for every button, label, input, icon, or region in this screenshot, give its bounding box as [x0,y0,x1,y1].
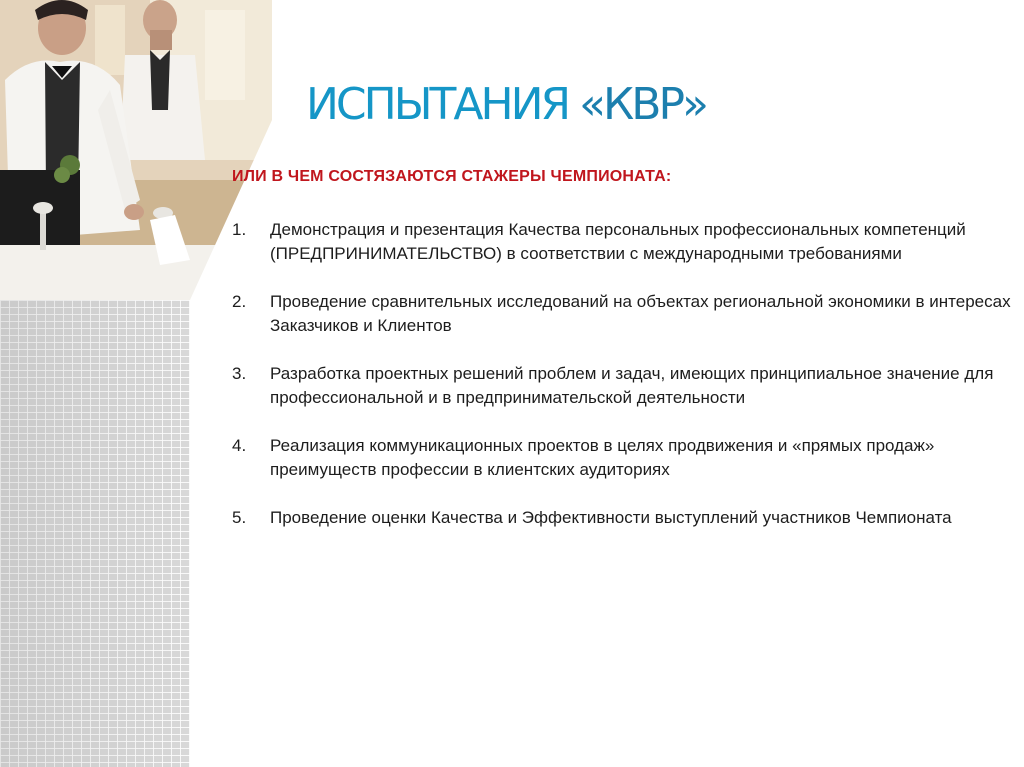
slide-title-part1: ИСПЫТАНИЯ [306,79,580,131]
list-item-text: Демонстрация и презентация Качества персональных профессиональных компетенций (ПРЕДПРИНИМАТЕЛЬСТВО) в соответствии с международными требованиями [270,220,966,263]
list-item-number: 1. [232,220,247,239]
list-item [232,290,1022,338]
list-item-number: 5. [232,508,247,527]
list-item-text: Проведение сравнительных исследований на объектах региональной экономики в интересах Заказчиков и Клиентов [270,292,1011,335]
list-item [232,362,1022,410]
list-item [232,434,1022,482]
list-item [232,218,1022,266]
list-item [232,506,1022,530]
competition-list [232,218,1022,554]
slide-title-part2: «КВР» [579,79,706,131]
list-item-text: Проведение оценки Качества и Эффективности выступлений участников Чемпионата [270,508,952,527]
grid-pattern-shade [0,300,190,767]
list-item-number: 3. [232,364,247,383]
list-item-text: Разработка проектных решений проблем и задач, имеющих принципиальное значение для профессиональной и в предпринимательской деятельности [270,364,994,407]
list-item-number: 2. [232,292,247,311]
list-item-number: 4. [232,436,247,455]
slide-subtitle: ИЛИ В ЧЕМ СОСТЯЗАЮТСЯ СТАЖЕРЫ ЧЕМПИОНАТА: [232,168,672,185]
list-item-text: Реализация коммуникационных проектов в целях продвижения и «прямых продаж» преимуществ профессии в клиентских аудиториях [270,436,935,479]
slide-title [306,79,706,131]
